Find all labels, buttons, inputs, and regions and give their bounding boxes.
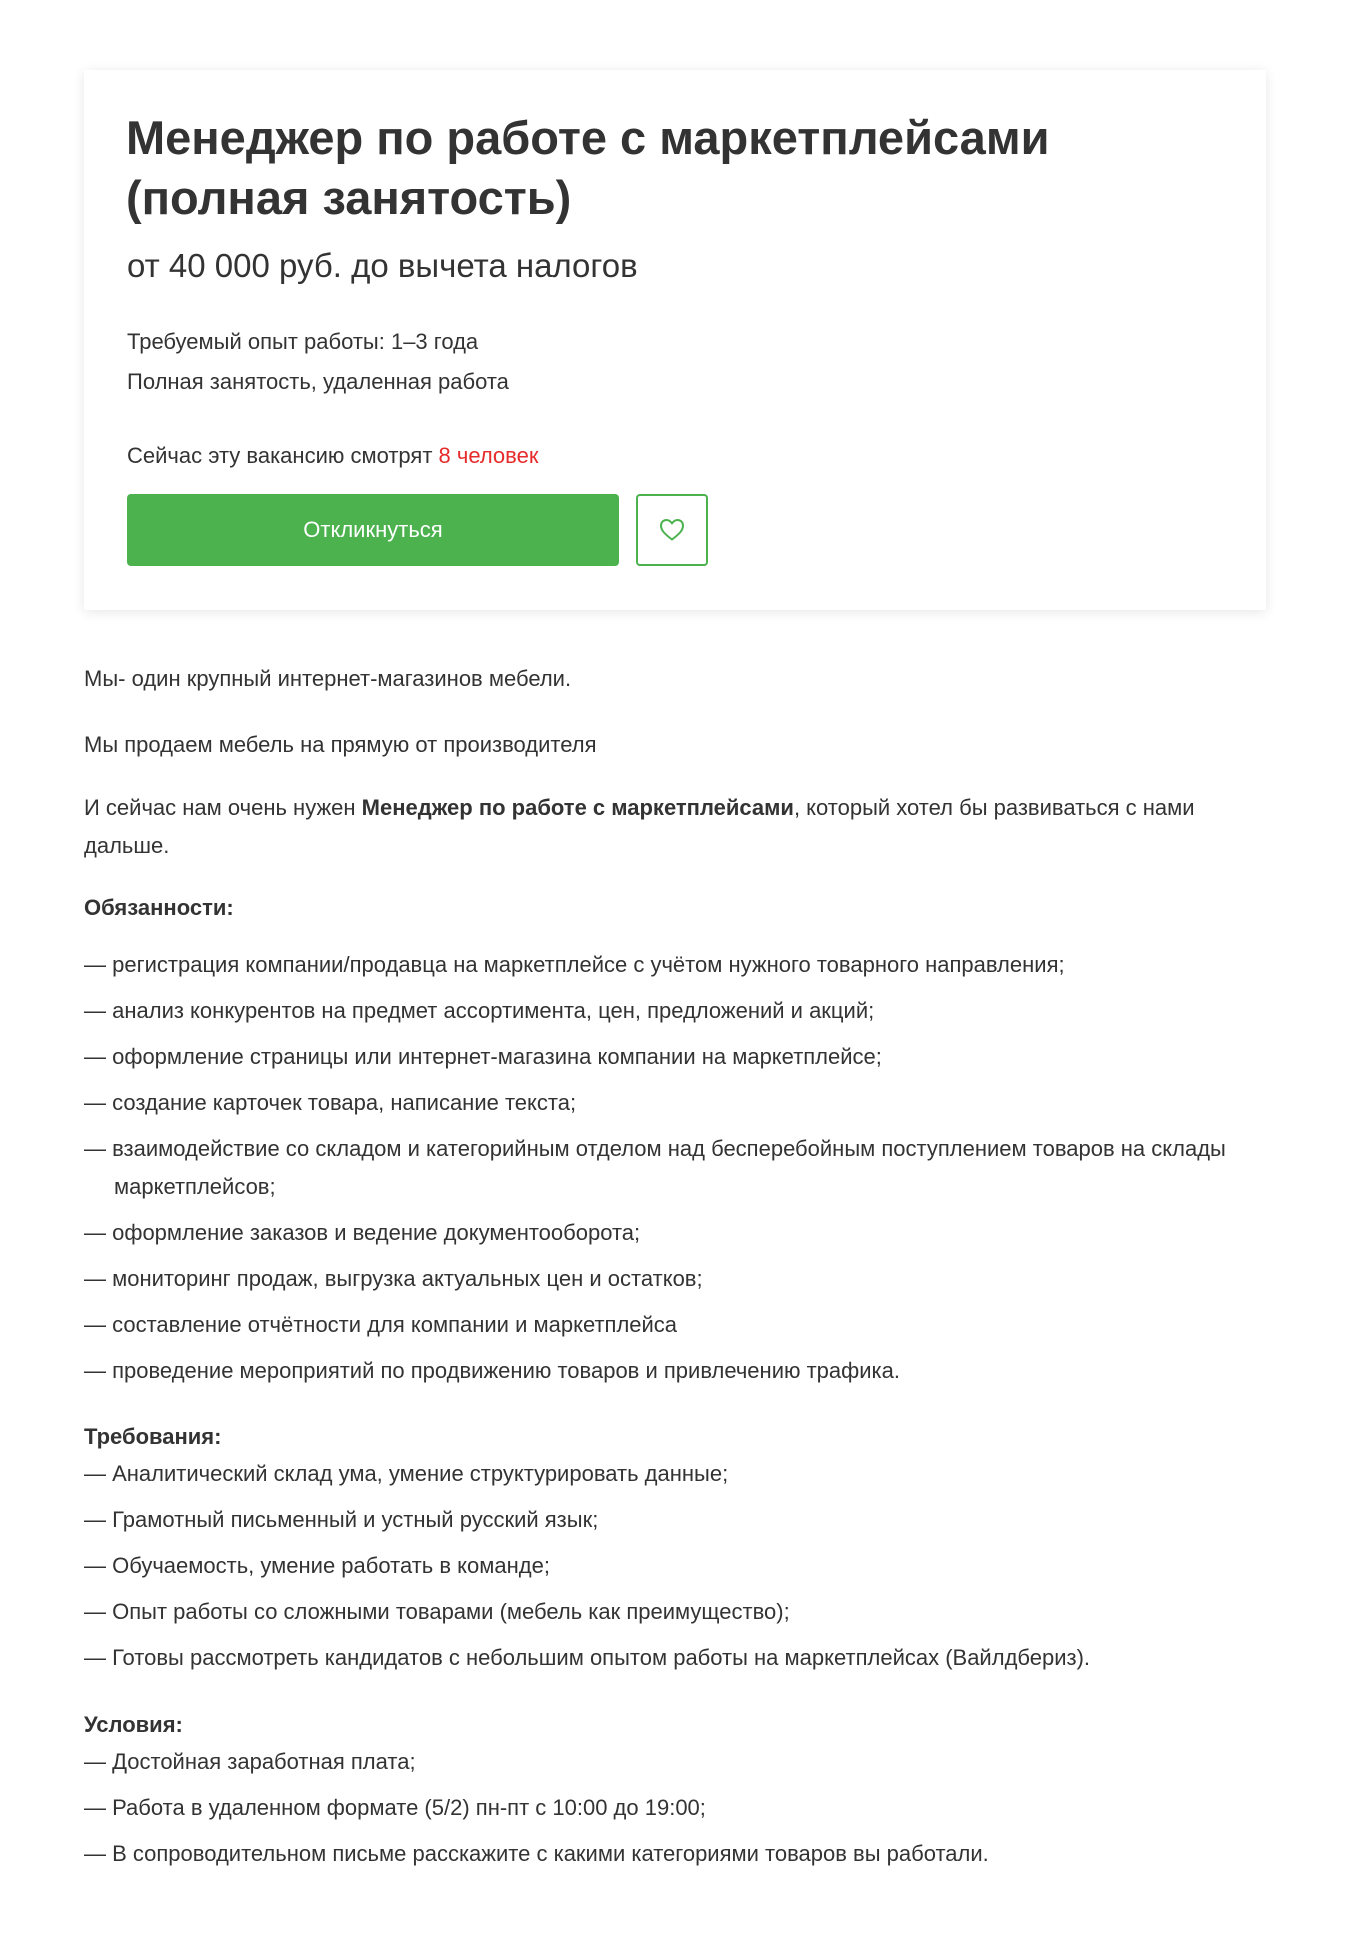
conditions-list (84, 1739, 1284, 1877)
duties-heading: Обязанности: (84, 895, 234, 920)
vacancy-title: Менеджер по работе с маркетплейсами (полная занятость) (126, 111, 1050, 224)
heart-icon (659, 518, 685, 542)
requirements-list (84, 1451, 1284, 1681)
favorite-button[interactable] (636, 494, 708, 566)
list-item: — Достойная заработная плата; (84, 1749, 416, 1774)
vacancy-card (84, 70, 1266, 610)
viewers-prefix: Сейчас эту вакансию смотрят (127, 443, 439, 468)
list-item: — Обучаемость, умение работать в команде; (84, 1553, 550, 1578)
conditions-heading: Условия: (84, 1712, 183, 1737)
list-item: — оформление заказов и ведение документооборота; (84, 1220, 641, 1245)
viewers-info (127, 441, 538, 471)
description-intro: Мы- один крупный интернет-магазинов мебели. (84, 666, 572, 691)
list-item: — анализ конкурентов на предмет ассортимента, цен, предложений и акций; (84, 998, 875, 1023)
list-item: — оформление страницы или интернет-магазина компании на маркетплейсе; (84, 1044, 882, 1069)
intro-text: И сейчас нам очень нужен (84, 795, 362, 820)
description-intro (84, 789, 1274, 865)
list-item: — Работа в удаленном формате (5/2) пн-пт с 10:00 до 19:00; (84, 1795, 706, 1820)
requirements-heading: Требования: (84, 1424, 222, 1449)
list-item: — Готовы рассмотреть кандидатов с небольшим опытом работы на маркетплейсах (Вайлдбериз). (84, 1645, 1091, 1670)
list-item: — Грамотный письменный и устный русский язык; (84, 1507, 599, 1532)
intro-text: , который хотел бы развиваться с нами дальше. (84, 795, 1195, 858)
list-item: — Опыт работы со сложными товарами (мебель как преимущество); (84, 1599, 790, 1624)
description-intro: Мы продаем мебель на прямую от производителя (84, 732, 597, 757)
vacancy-salary: от 40 000 руб. до вычета налогов (127, 247, 638, 284)
list-item: — В сопроводительном письме расскажите с какими категориями товаров вы работали. (84, 1841, 989, 1866)
list-item: — регистрация компании/продавца на маркетплейсе с учётом нужного товарного направления; (84, 952, 1065, 977)
list-item: — создание карточек товара, написание текста; (84, 1090, 577, 1115)
list-item: — проведение мероприятий по продвижению товаров и привлечению трафика. (84, 1358, 900, 1383)
duties-list (84, 942, 1284, 1394)
viewers-count: 8 человек (438, 443, 539, 468)
employment-text: Полная занятость, удаленная работа (127, 369, 509, 394)
experience-text: Требуемый опыт работы: 1–3 года (127, 329, 479, 354)
list-item: — составление отчётности для компании и маркетплейса (84, 1312, 678, 1337)
vacancy-conditions-summary (127, 322, 509, 402)
list-item: — мониторинг продаж, выгрузка актуальных цен и остатков; (84, 1266, 703, 1291)
respond-button[interactable]: Откликнуться (127, 494, 619, 566)
intro-position-name: Менеджер по работе с маркетплейсами (361, 795, 794, 820)
list-item: — взаимодействие со складом и категорийным отделом над бесперебойным поступлением товаров на склады маркетплейсов; (84, 1136, 1226, 1199)
list-item: — Аналитический склад ума, умение структурировать данные; (84, 1461, 729, 1486)
